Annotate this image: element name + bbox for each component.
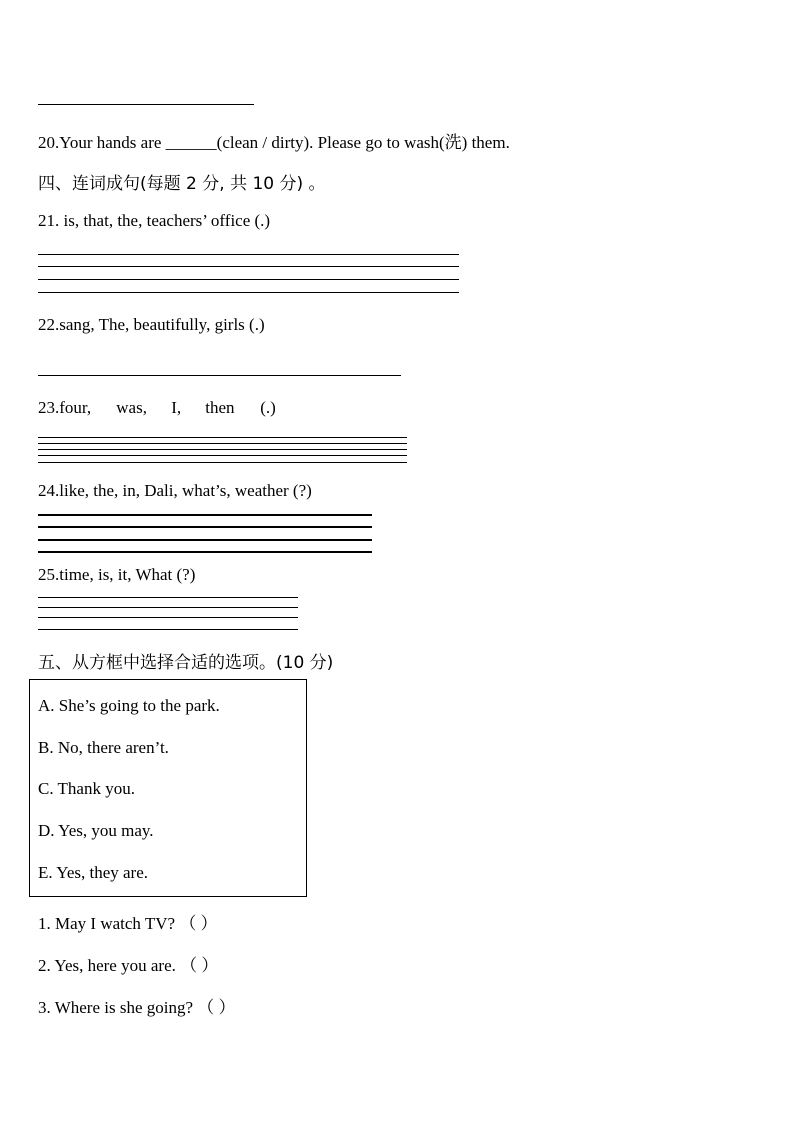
answer-line-q24[interactable] — [38, 539, 372, 541]
question-number: 23. — [38, 398, 60, 417]
option-c: C. Thank you. — [38, 779, 135, 798]
answer-line-q24[interactable] — [38, 551, 372, 553]
answer-line-q23[interactable] — [38, 462, 407, 463]
section-5-heading: 五、从方框中选择合适的选项。(10 分) — [38, 653, 334, 673]
question-number: 22. — [38, 315, 60, 334]
word: I, — [171, 398, 182, 417]
question-number: 21 — [38, 211, 55, 230]
word: then — [205, 398, 235, 417]
answer-line-q24[interactable] — [38, 526, 372, 528]
answer-parentheses[interactable]: （ ） — [179, 914, 218, 933]
question-text: 3. Where is she going? — [38, 998, 194, 1017]
answer-parentheses[interactable]: （ ） — [197, 998, 236, 1017]
answer-line-q23[interactable] — [38, 449, 407, 450]
question-text: Your hands are — [59, 133, 166, 152]
question-text: time, is, it, What (?) — [59, 565, 196, 584]
question-number: 20. — [38, 133, 60, 152]
question-text: 1. May I watch TV? — [38, 914, 176, 933]
question-23 — [38, 398, 276, 418]
answer-line-q22[interactable] — [38, 375, 401, 376]
answer-line-q21[interactable] — [38, 279, 459, 280]
question-24 — [38, 481, 312, 501]
answer-blank[interactable]: ______ — [165, 133, 217, 152]
answer-line-q21[interactable] — [38, 266, 459, 267]
question-25 — [38, 565, 195, 585]
question-20 — [38, 128, 510, 153]
question-text: . is, that, the, teachers’ office (.) — [55, 211, 271, 230]
option-a: A. She’s going to the park. — [38, 696, 220, 715]
answer-line-q23[interactable] — [38, 455, 407, 456]
answer-line-q25[interactable] — [38, 629, 298, 630]
question-text: sang, The, beautifully, girls (.) — [59, 315, 265, 334]
matching-question-2 — [38, 951, 218, 976]
option-e: E. Yes, they are. — [38, 863, 149, 882]
answer-line-q21[interactable] — [38, 292, 459, 293]
answer-line-q25[interactable] — [38, 597, 298, 598]
word: (.) — [260, 398, 276, 417]
answer-line-q24[interactable] — [38, 514, 372, 516]
option-b: B. No, there aren’t. — [38, 738, 169, 757]
answer-line-q23[interactable] — [38, 443, 407, 444]
question-21 — [38, 211, 270, 231]
answer-line-q21[interactable] — [38, 254, 459, 255]
answer-line-q19[interactable] — [38, 104, 254, 105]
question-number: 25. — [38, 565, 60, 584]
option-d: D. Yes, you may. — [38, 821, 154, 840]
answer-line-q25[interactable] — [38, 617, 298, 618]
matching-question-3 — [38, 993, 236, 1018]
answer-line-q25[interactable] — [38, 607, 298, 608]
answer-line-q23[interactable] — [38, 437, 407, 438]
matching-question-1 — [38, 909, 218, 934]
answer-parentheses[interactable]: （ ） — [180, 956, 219, 975]
word: four, — [59, 398, 92, 417]
word: was, — [116, 398, 147, 417]
question-text: (clean / dirty). Please go to wash(洗) them. — [216, 133, 510, 152]
question-22 — [38, 315, 265, 335]
question-text: like, the, in, Dali, what’s, weather (?) — [59, 481, 312, 500]
section-4-heading: 四、连词成句(每题 2 分, 共 10 分) 。 — [38, 174, 326, 194]
question-number: 24. — [38, 481, 60, 500]
question-text: 2. Yes, here you are. — [38, 956, 176, 975]
options-box — [29, 679, 307, 897]
